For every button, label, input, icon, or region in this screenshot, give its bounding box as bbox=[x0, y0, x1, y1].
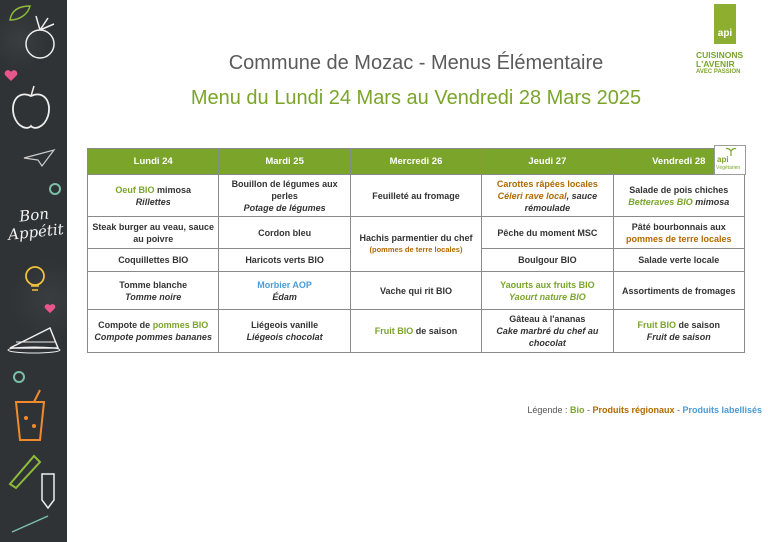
api-logo bbox=[696, 4, 766, 78]
dish-text: de saison bbox=[676, 320, 721, 330]
alt-dish: Fruit de saison bbox=[646, 332, 711, 342]
legend bbox=[470, 405, 762, 415]
cheese-vendredi: Assortiments de fromages bbox=[613, 272, 744, 310]
side-jeudi: Boulgour BIO bbox=[482, 249, 613, 272]
alt-dish: Yaourt nature BIO bbox=[509, 291, 586, 302]
alt-dish: Liégeois chocolat bbox=[246, 332, 323, 342]
radish-icon bbox=[18, 12, 64, 64]
dish-text: Bouillon de légumes aux perles bbox=[231, 178, 338, 201]
cheese-mardi bbox=[219, 272, 350, 310]
apple-icon bbox=[8, 82, 54, 132]
dish-text: Yaourts aux fruits BIO bbox=[500, 279, 595, 290]
legend-labelled: Produits labellisés bbox=[682, 405, 762, 415]
bio-tag: BIO bbox=[676, 196, 693, 207]
dish-text-regional: pommes de terre locales bbox=[626, 233, 732, 244]
heart-icon bbox=[4, 70, 18, 82]
legend-regional: Produits régionaux bbox=[592, 405, 675, 415]
dish-text: Gâteau à l'ananas bbox=[509, 314, 586, 324]
dish-text: de saison bbox=[413, 326, 458, 336]
legend-prefix: Légende : bbox=[527, 405, 570, 415]
slogan-line-2: Appétit bbox=[7, 220, 65, 244]
starter-lundi bbox=[88, 175, 219, 217]
menu-date-range: Menu du Lundi 24 Mars au Vendredi 28 Mars 2025 bbox=[190, 87, 642, 109]
day-header-jeudi: Jeudi 27 bbox=[482, 149, 613, 175]
alt-dish: Cake marbré du chef au chocolat bbox=[496, 326, 599, 348]
dish-text: mimosa bbox=[154, 184, 191, 195]
alt-dish: Compote pommes bananes bbox=[94, 332, 212, 342]
alt-dish: Potage de légumes bbox=[243, 202, 326, 213]
dish-text: Carottes râpées locales bbox=[496, 178, 598, 189]
bio-tag: Fruit BIO bbox=[374, 326, 414, 336]
vegetarian-badge-label: Végétarien bbox=[716, 165, 741, 171]
main-mardi: Cordon bleu bbox=[219, 217, 350, 249]
day-header-lundi: Lundi 24 bbox=[88, 149, 219, 175]
lightbulb-icon bbox=[20, 262, 50, 296]
alt-dish: Édam bbox=[272, 291, 297, 302]
dessert-mardi bbox=[219, 310, 350, 353]
logo-line-1: CUISINONS bbox=[696, 50, 744, 60]
chalkboard-sidebar bbox=[0, 0, 67, 542]
starter-mercredi bbox=[350, 175, 481, 217]
main-lundi: Steak burger au veau, sauce au poivre bbox=[88, 217, 219, 249]
bio-tag: pommes BIO bbox=[152, 320, 209, 330]
dish-text: Tomme blanche bbox=[119, 279, 188, 290]
dish-text: Liégeois vanille bbox=[251, 320, 319, 330]
slogan-line-1: Bon bbox=[18, 204, 50, 226]
side-lundi: Coquillettes BIO bbox=[88, 249, 219, 272]
heart-icon-2 bbox=[44, 304, 56, 314]
day-header-mardi: Mardi 25 bbox=[219, 149, 350, 175]
main-jeudi: Pêche du moment MSC bbox=[482, 217, 613, 249]
dish-text: Oeuf bbox=[115, 184, 139, 195]
paper-plane-icon bbox=[22, 148, 56, 168]
alt-dish: , sauce rémoulade bbox=[524, 190, 598, 213]
pencil-icon-2 bbox=[36, 470, 60, 510]
bio-tag: BIO bbox=[138, 184, 155, 195]
dessert-jeudi bbox=[482, 310, 613, 353]
bon-appetit-slogan bbox=[4, 204, 65, 244]
dish-text: Pâté bourbonnais aux bbox=[631, 221, 726, 232]
legend-bio: Bio bbox=[569, 405, 585, 415]
cheese-row bbox=[88, 272, 745, 310]
side-mardi: Haricots verts BIO bbox=[219, 249, 350, 272]
cake-icon bbox=[6, 320, 62, 354]
alt-dish: mimosa bbox=[692, 196, 730, 207]
logo-line-3: AVEC PASSION bbox=[696, 69, 741, 75]
flower-icon-2 bbox=[12, 370, 26, 384]
page-title: Commune de Mozac - Menus Élémentaire bbox=[228, 52, 604, 74]
dish-text: Feuilleté au fromage bbox=[372, 190, 460, 201]
dessert-vendredi bbox=[613, 310, 744, 353]
dish-text: Salade de pois chiches bbox=[629, 184, 729, 195]
alt-dish: Tomme noire bbox=[125, 291, 182, 302]
main-mercredi bbox=[350, 217, 481, 272]
vegetarian-badge-brand: api bbox=[717, 155, 729, 164]
day-header-mercredi: Mercredi 26 bbox=[350, 149, 481, 175]
alt-dish: Rillettes bbox=[135, 196, 171, 207]
dish-text: Hachis parmentier du chef bbox=[359, 233, 473, 243]
legend-separator: - bbox=[584, 405, 593, 415]
dessert-mercredi bbox=[350, 310, 481, 353]
bio-tag: Fruit BIO bbox=[637, 320, 677, 330]
alt-dish-regional: Céleri rave local bbox=[497, 190, 567, 201]
cheese-mercredi: Vache qui rit BIO bbox=[350, 272, 481, 310]
dish-text: Compote de bbox=[98, 320, 153, 330]
dessert-row bbox=[88, 310, 745, 353]
main-dish-row bbox=[88, 217, 745, 249]
starter-mardi bbox=[219, 175, 350, 217]
api-logo-mark: api bbox=[714, 4, 736, 44]
dessert-lundi bbox=[88, 310, 219, 353]
logo-line-2: L'AVENIR bbox=[696, 59, 735, 69]
legend-separator: - bbox=[674, 405, 683, 415]
alt-dish: Betteraves bbox=[628, 196, 677, 207]
vegetarian-badge bbox=[714, 145, 746, 175]
dish-note: (pommes de terre locales) bbox=[369, 245, 463, 254]
starter-row bbox=[88, 175, 745, 217]
weekly-menu-table bbox=[87, 148, 745, 353]
day-header-vendredi: Vendredi 28 bbox=[613, 149, 744, 175]
starter-vendredi bbox=[613, 175, 744, 217]
drink-glass-icon bbox=[10, 388, 50, 444]
dish-text: Morbier AOP bbox=[257, 279, 312, 290]
side-vendredi: Salade verte locale bbox=[613, 249, 744, 272]
day-header-row bbox=[88, 149, 745, 175]
cheese-jeudi bbox=[482, 272, 613, 310]
cheese-lundi bbox=[88, 272, 219, 310]
starter-jeudi bbox=[482, 175, 613, 217]
flower-icon bbox=[48, 182, 62, 196]
main-vendredi bbox=[613, 217, 744, 249]
plane-icon-2 bbox=[10, 512, 50, 536]
